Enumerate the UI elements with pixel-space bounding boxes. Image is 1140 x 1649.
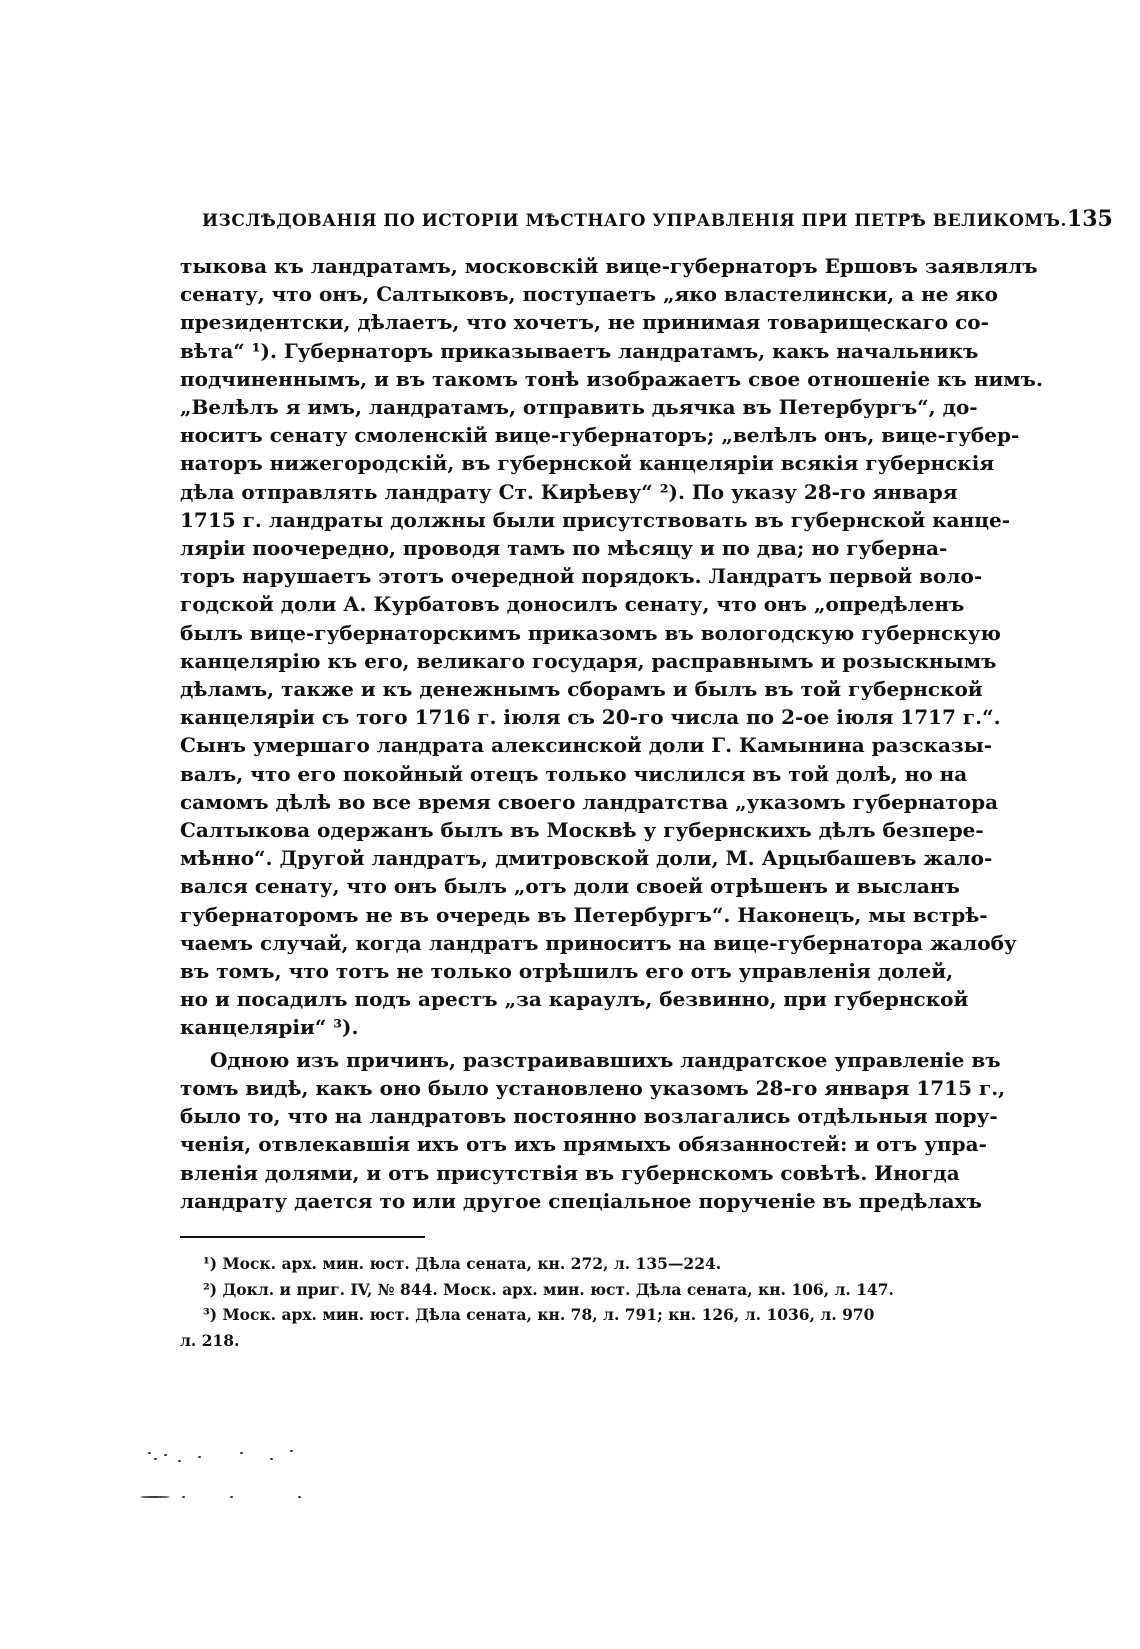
text-line: 1715 г. ландраты должны были присутствовать въ губернской канце- [180,507,1011,532]
text-line: Сынъ умершаго ландрата алексинской доли Г. Камынина разсказы- [180,733,993,758]
footnote: ²) Докл. и приг. IV, № 844. Моск. арх. мин. юст. Дѣла сената, кн. 106, л. 147. [203,1279,894,1299]
speck [164,1454,167,1456]
speck [198,1456,201,1458]
text-line: подчиненнымъ, и въ такомъ тонѣ изображаетъ свое отношеніе къ нимъ. [180,366,1043,391]
running-header [202,206,1113,232]
speck [240,1452,243,1454]
speck [270,1458,273,1460]
footnote-divider [180,1236,425,1238]
text-line: канцелярію къ его, великаго государя, расправнымъ и розыскнымъ [180,648,997,673]
speck [178,1460,181,1462]
text-line: вленія долями, и отъ присутствія въ губернскомъ совѣтѣ. Иногда [180,1160,960,1185]
text-line: торъ нарушаетъ этотъ очередной порядокъ. Ландратъ первой воло- [180,564,983,589]
text-line: Одною изъ причинъ, разстраивавшихъ ландратское управленіе въ [210,1047,1001,1072]
text-line: вѣта“ ¹). Губернаторъ приказываетъ ландратамъ, какъ начальникъ [180,338,979,363]
speck [182,1496,185,1498]
footnote: ³) Моск. арх. мин. юст. Дѣла сената, кн. 78, л. 791; кн. 126, л. 1036, л. 970 [203,1305,875,1324]
text-line: „Велѣлъ я имъ, ландратамъ, отправить дьячка въ Петербургъ“, до- [180,395,978,420]
text-line: наторъ нижегородскій, въ губернской канцеляріи всякія губернскія [180,451,995,476]
text-line: самомъ дѣлѣ во все время своего ландратства „указомъ губернатора [180,789,999,814]
text-line: мѣнно“. Другой ландратъ, дмитровской доли, М. Арцыбашевъ жало- [180,846,993,871]
footnote: ¹) Моск. арх. мин. юст. Дѣла сената, кн. 272, л. 135—224. [203,1254,722,1273]
page-number: 135 [1066,206,1113,232]
text-line: валъ, что его покойный отецъ только числился въ той долѣ, но на [180,761,968,786]
text-line: было то, что на ландратовъ постоянно возлагались отдѣльныя пору- [180,1104,998,1129]
text-line: президентски, дѣлаетъ, что хочетъ, не принимая товарищескаго со- [180,310,989,335]
text-line: годской доли А. Курбатовъ доносилъ сенату, что онъ „опредѣленъ [180,592,965,617]
text-line: былъ вице-губернаторскимъ приказомъ въ вологодскую губернскую [180,620,1001,645]
text-line: но и посадилъ подъ арестъ „за караулъ, безвинно, при губернской [180,987,969,1012]
speck [298,1496,301,1498]
speck [148,1452,151,1454]
text-line: ляріи поочередно, проводя тамъ по мѣсяцу и по два; но губерна- [180,536,948,561]
speck [290,1450,293,1452]
text-line: дѣламъ, также и къ денежнымъ сборамъ и былъ въ той губернской [180,677,983,702]
text-line: канцеляріи“ ³). [180,1015,359,1040]
text-line: въ томъ, что тотъ не только отрѣшилъ его отъ управленія долей, [180,959,954,984]
speck [230,1496,233,1498]
speck [154,1458,157,1460]
text-line: дѣла отправлять ландрату Ст. Кирѣеву“ ²). По указу 28-го января [180,479,958,504]
running-header-title: ИЗСЛѢДОВАНІЯ ПО ИСТОРІИ МѢСТНАГО УПРАВЛЕНІЯ ПРИ ПЕТРѢ ВЕЛИКОМЪ. [202,211,1067,231]
text-line: губернаторомъ не въ очередь въ Петербургъ“. Наконецъ, мы встрѣ- [180,902,988,927]
text-line: чаемъ случай, когда ландратъ приноситъ на вице-губернатора жалобу [180,930,1017,955]
text-line: Салтыкова одержанъ былъ въ Москвѣ у губернскихъ дѣлъ безпере- [180,818,984,843]
text-line: томъ видѣ, какъ оно было установлено указомъ 28-го января 1715 г., [180,1075,1006,1100]
text-line: носитъ сенату смоленскій вице-губернаторъ; „велѣлъ онъ, вице-губер- [180,423,1020,448]
footnotes [180,1251,928,1353]
text-line: тыкова къ ландратамъ, московскій вице-губернаторъ Ершовъ заявлялъ [180,254,1038,278]
speck [140,1496,170,1498]
text-line: канцеляріи съ того 1716 г. іюля съ 20-го числа по 2-ое іюля 1717 г.“. [180,705,1001,730]
footnote-continuation: л. 218. [180,1330,240,1350]
text-line: сенату, что онъ, Салтыковъ, поступаетъ „яко властелински, а не яко [180,282,998,307]
text-line: вался сенату, что онъ былъ „отъ доли своей отрѣшенъ и высланъ [180,874,960,899]
text-line: ландрату дается то или другое спеціальное порученіе въ предѣлахъ [180,1188,982,1213]
main-text [180,252,1043,1215]
scan-specks [140,1450,340,1500]
text-line: ченія, отвлекавшія ихъ отъ ихъ прямыхъ обязанностей: и отъ упра- [180,1132,987,1157]
